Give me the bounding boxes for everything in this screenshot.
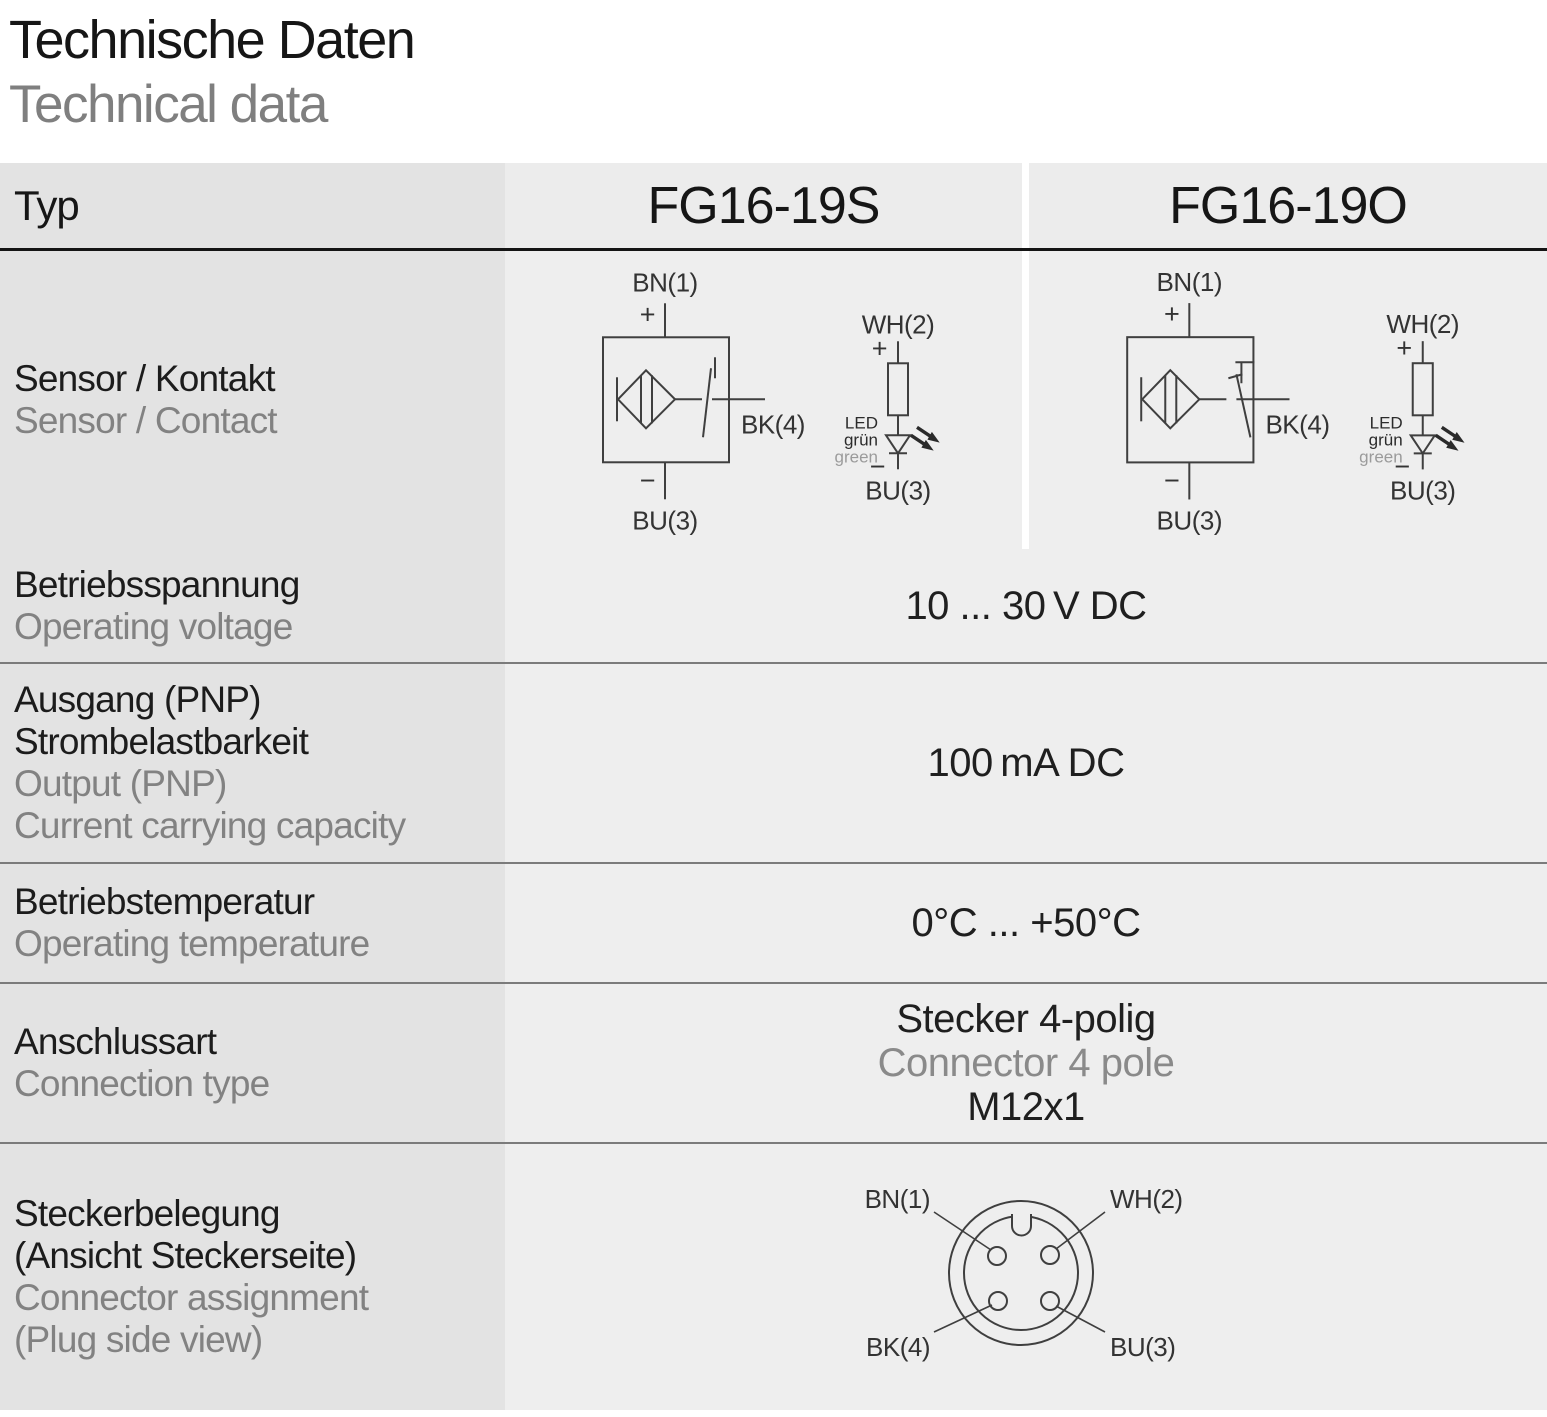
pin-label-wh: WH(2)	[1386, 309, 1460, 340]
output-current-value: 100 mA DC	[927, 741, 1125, 785]
column-header-fg16-19o	[1029, 163, 1547, 248]
plus-sign: +	[1163, 299, 1180, 330]
pin-label-bn: BN(1)	[632, 267, 698, 298]
column-gap	[1022, 163, 1029, 248]
connector-pinout-diagram	[505, 1144, 1547, 1410]
circuit-diagram-fg16-19s	[505, 251, 1022, 550]
sensor-symbol	[603, 303, 729, 499]
minus-sign: −	[869, 451, 885, 482]
led-symbol	[1411, 435, 1435, 453]
pin-label-wh: WH(2)	[861, 309, 935, 340]
pin-label-bu: BU(3)	[1390, 475, 1456, 506]
pin-label-bk: BK(4)	[866, 1332, 930, 1362]
label-en: Connector assignment	[14, 1277, 369, 1318]
keyway-notch	[1012, 1214, 1031, 1236]
minus-sign: −	[639, 465, 655, 496]
row-label-operating-temperature	[0, 864, 505, 982]
label-de: Betriebstemperatur	[14, 881, 315, 922]
pin-label-bk: BK(4)	[741, 409, 805, 440]
plus-sign: +	[871, 333, 887, 364]
plus-sign: +	[1396, 333, 1412, 364]
label-en: Operating voltage	[14, 605, 293, 647]
column-header-typ	[0, 163, 505, 248]
label-en: Output (PNP)	[14, 763, 227, 804]
pin-label-bu: BU(3)	[632, 505, 698, 536]
led-color-en: green	[1359, 447, 1403, 467]
cell-output-current	[505, 664, 1547, 862]
resistor-symbol	[888, 363, 908, 415]
column-gap	[1022, 251, 1029, 550]
cell-connector-pinout	[505, 1144, 1547, 1410]
led-emission-arrows-icon	[911, 427, 940, 450]
row-label-sensor-contact	[0, 251, 505, 550]
label-en: Connection type	[14, 1063, 270, 1104]
operating-voltage-value: 10 ... 30 V DC	[905, 583, 1147, 628]
connection-type-en: Connector 4 pole	[877, 1041, 1175, 1085]
cell-circuit-fg16-19s	[505, 251, 1022, 550]
pin-4	[989, 1292, 1007, 1310]
connection-type-de: Stecker 4-polig	[896, 997, 1156, 1041]
pin-label-bu: BU(3)	[1156, 505, 1223, 536]
plus-sign: +	[639, 299, 655, 330]
page-title-de: Technische Daten	[9, 10, 415, 70]
label-en: Current carrying capacity	[14, 805, 406, 846]
led-label: LED	[1369, 413, 1403, 433]
label-de: Ausgang (PNP)	[14, 679, 261, 720]
column-header-fg16-19s	[505, 163, 1022, 248]
row-label-connector-assignment	[0, 1144, 505, 1410]
row-connection-type	[0, 984, 1547, 1144]
row-output-current	[0, 664, 1547, 864]
technical-data-table	[0, 163, 1547, 1410]
pin-3	[1041, 1292, 1059, 1310]
cell-operating-voltage	[505, 549, 1547, 662]
led-branch	[886, 341, 910, 469]
label-de: Sensor / Kontakt	[14, 358, 275, 400]
led-color-de: grün	[1368, 430, 1403, 450]
label-en: (Plug side view)	[14, 1319, 263, 1360]
led-symbol	[886, 435, 910, 453]
label-de: (Ansicht Steckerseite)	[14, 1235, 357, 1276]
led-color-en: green	[834, 447, 878, 467]
row-connector-assignment	[0, 1144, 1547, 1410]
label-en: Sensor / Contact	[14, 400, 277, 442]
cell-circuit-fg16-19o	[1029, 251, 1547, 550]
led-color-de: grün	[843, 430, 878, 450]
row-label-connection-type	[0, 984, 505, 1142]
row-label-operating-voltage	[0, 549, 505, 662]
minus-sign: −	[1163, 465, 1180, 496]
typ-label: Typ	[14, 181, 79, 229]
connector-face-icon	[949, 1201, 1093, 1345]
led-emission-arrows-icon	[1436, 427, 1465, 450]
label-de: Strombelastbarkeit	[14, 721, 309, 762]
label-de: Anschlussart	[14, 1021, 217, 1062]
connection-thread: M12x1	[967, 1085, 1085, 1129]
pin-label-bk: BK(4)	[1265, 409, 1330, 440]
pin-label-bn: BN(1)	[864, 1184, 930, 1214]
label-de: Steckerbelegung	[14, 1193, 280, 1234]
circuit-diagram-fg16-19o	[1029, 251, 1547, 550]
led-label: LED	[844, 413, 878, 433]
page-title-en: Technical data	[9, 75, 327, 134]
cell-connection-type	[505, 984, 1547, 1142]
resistor-symbol	[1413, 363, 1433, 415]
operating-temperature-value: 0°C ... +50°C	[911, 901, 1141, 945]
sensor-symbol	[1127, 303, 1253, 499]
table-header-row	[0, 163, 1547, 251]
pin-label-bu: BU(3)	[865, 475, 931, 506]
row-sensor-contact	[0, 251, 1547, 549]
pin-label-bu: BU(3)	[1110, 1332, 1176, 1362]
pin-label-bn: BN(1)	[1156, 267, 1223, 298]
pin-label-wh: WH(2)	[1110, 1184, 1183, 1214]
label-de: Betriebsspannung	[14, 563, 300, 605]
cell-operating-temperature	[505, 864, 1547, 982]
minus-sign: −	[1394, 451, 1410, 482]
led-branch	[1411, 341, 1435, 469]
row-label-output-current	[0, 664, 505, 862]
row-operating-temperature	[0, 864, 1547, 984]
label-en: Operating temperature	[14, 923, 370, 964]
row-operating-voltage	[0, 549, 1547, 664]
model-name-s: FG16-19S	[647, 176, 880, 235]
model-name-o: FG16-19O	[1169, 176, 1407, 235]
